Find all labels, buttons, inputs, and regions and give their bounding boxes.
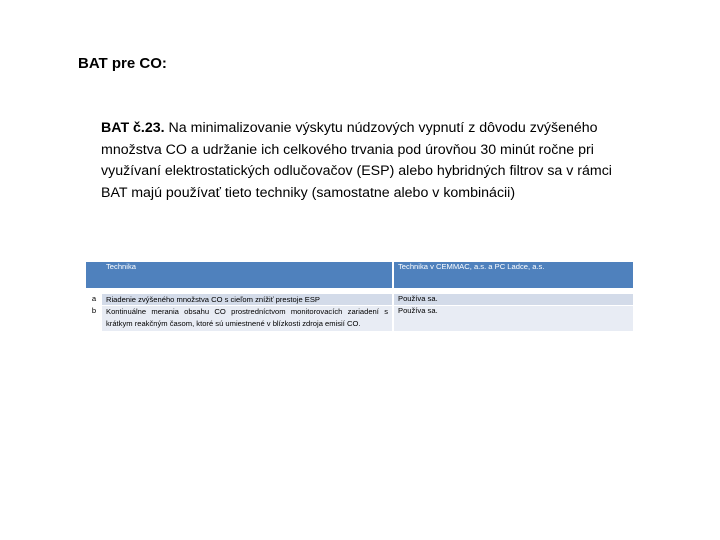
row-status: Používa sa. bbox=[394, 294, 633, 306]
table-row bbox=[86, 306, 633, 332]
row-technique: Kontinuálne merania obsahu CO prostredníctvom monitorovacích zariadení s krátkym reakčným časom, ktoré sú umiestnené v blízkosti zdroja emisií CO. bbox=[102, 306, 394, 332]
table-row bbox=[86, 294, 633, 306]
row-index: a bbox=[86, 294, 102, 306]
bat-number: BAT č.23. bbox=[101, 120, 165, 136]
header-technique: Technika bbox=[102, 262, 394, 290]
techniques-table bbox=[86, 262, 633, 332]
table-header-row bbox=[86, 262, 633, 290]
header-index-cell bbox=[86, 262, 102, 290]
bat-paragraph bbox=[101, 118, 641, 204]
row-technique: Riadenie zvýšeného množstva CO s cieľom znížiť prestoje ESP bbox=[102, 294, 394, 306]
page-heading: BAT pre CO: bbox=[78, 55, 167, 72]
header-usage: Technika v CEMMAC, a.s. a PC Ladce, a.s. bbox=[394, 262, 633, 290]
row-status: Používa sa. bbox=[394, 306, 633, 332]
bat-description: Na minimalizovanie výskytu núdzových vypnutí z dôvodu zvýšeného množstva CO a udržanie ich celkového trvania pod úrovňou 30 minút ročne pri využívaní elektrostatických odlučovačov (ESP) alebo hybridných filtrov sa v rámci BAT majú používať tieto techniky (samostatne alebo v kombinácii) bbox=[101, 120, 612, 201]
row-index: b bbox=[86, 306, 102, 332]
